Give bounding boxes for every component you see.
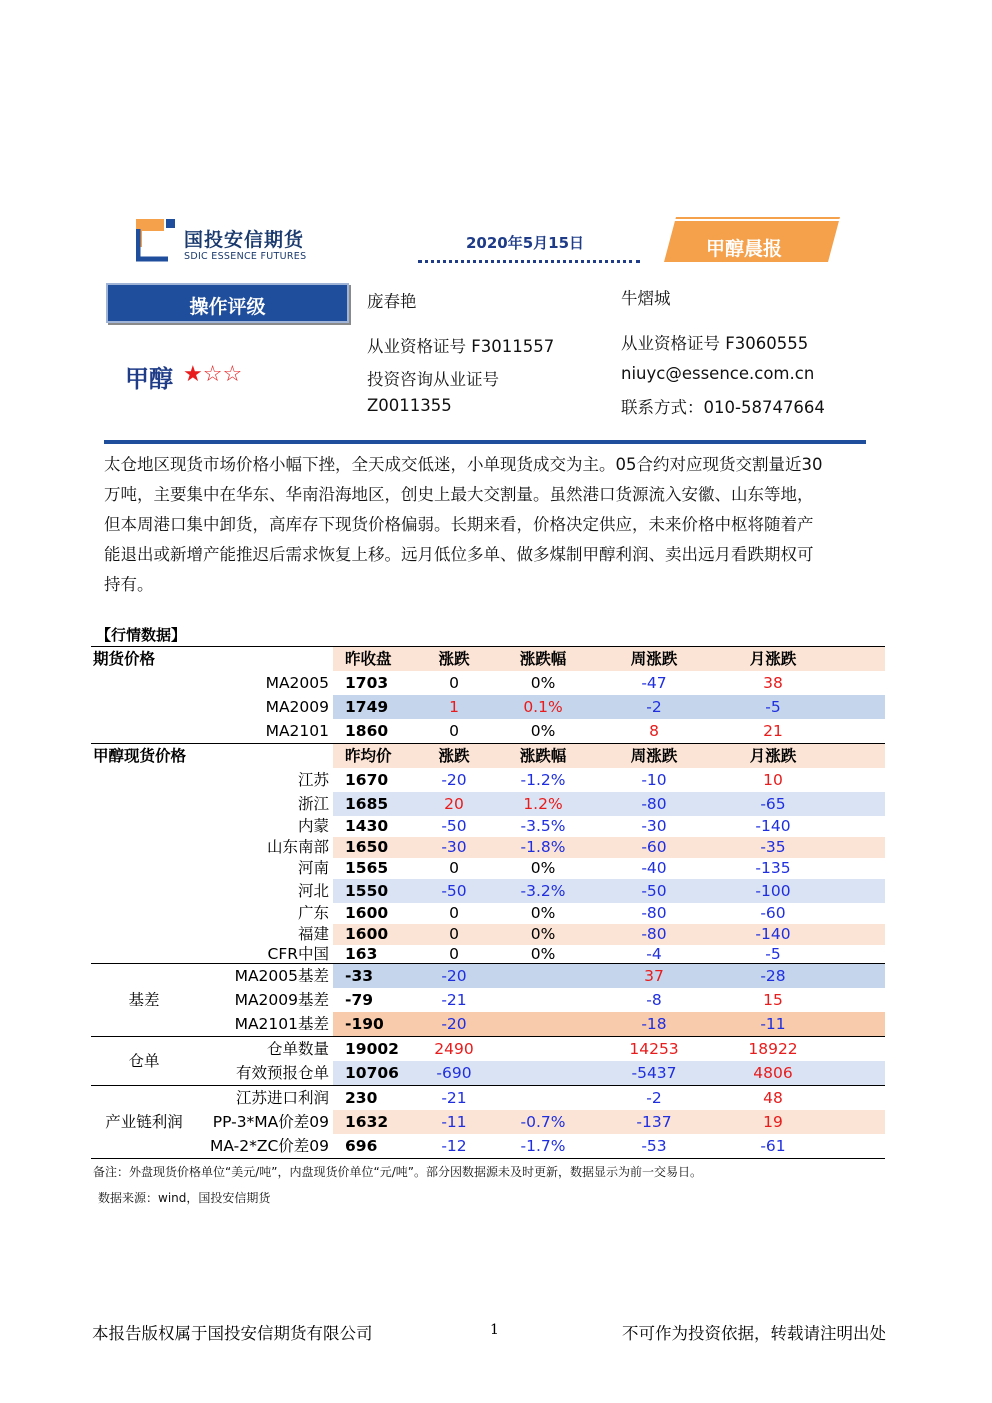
data-source: 数据来源：wind，国投安信期货: [98, 1191, 271, 1205]
cell-pct: 0%: [530, 859, 556, 877]
cell-pct: -1.2%: [520, 771, 566, 789]
table-row: [91, 964, 885, 989]
table-row: [91, 1110, 885, 1134]
section-divider: [104, 440, 866, 444]
cell-week: -60: [595, 837, 713, 858]
cell-pct: [491, 1061, 595, 1086]
cell-week: -4: [646, 945, 662, 963]
analyst-1-consult-label: 投资咨询从业证号: [367, 370, 499, 389]
cell-pct: [491, 1086, 595, 1111]
table-row: [91, 816, 885, 837]
cell-month: 4806: [713, 1061, 833, 1086]
cell-close: 1565: [345, 859, 389, 877]
cell-close: -79: [345, 991, 374, 1009]
cell-chg: 0: [449, 904, 459, 922]
cell-pct: -1.8%: [491, 837, 595, 858]
cell-week: -80: [595, 924, 713, 945]
cell-chg: -11: [417, 1110, 491, 1134]
row-name: MA-2*ZC价差09: [197, 1134, 333, 1159]
cell-chg: 1: [417, 695, 491, 719]
col-header: 涨跌: [417, 647, 491, 672]
cell-close: 230: [333, 1086, 417, 1111]
analyst-2-cert: 从业资格证号 F3060555: [621, 334, 809, 353]
cell-week: -18: [595, 1012, 713, 1037]
cell-month: 18922: [713, 1037, 833, 1062]
cell-chg: -50: [417, 879, 491, 903]
spot-header-row: [91, 744, 885, 769]
summary-line: 但本周港口集中卸货，高库存下现货价格偏弱。长期来看，价格决定供应，未来价格中枢将随着产: [104, 515, 814, 534]
row-name: 河南: [298, 859, 330, 877]
cell-chg: 2490: [417, 1037, 491, 1062]
cell-month: -100: [713, 879, 833, 903]
cell-week: -5437: [595, 1061, 713, 1086]
cell-month: -60: [760, 904, 786, 922]
cell-month: 15: [763, 991, 783, 1009]
cell-month: -5: [765, 945, 781, 963]
cell-close: 1430: [345, 817, 389, 835]
summary-line: 太仓地区现货市场价格小幅下挫，全天成交低迷，小单现货成交为主。05合约对应现货交割量近30: [104, 455, 823, 474]
col-header: 周涨跌: [595, 647, 713, 672]
row-name: PP-3*MA价差09: [212, 1113, 330, 1131]
cell-chg: 0: [449, 674, 459, 692]
cell-month: -65: [713, 792, 833, 816]
table-row: [91, 695, 885, 719]
row-name: MA2005: [265, 674, 330, 692]
table-row: [91, 792, 885, 816]
cell-close: 1749: [333, 695, 417, 719]
cell-chg: -690: [417, 1061, 491, 1086]
cell-pct: -3.2%: [491, 879, 595, 903]
row-name: 仓单数量: [197, 1037, 333, 1062]
col-header: 周涨跌: [595, 744, 713, 769]
cell-pct: -0.7%: [491, 1110, 595, 1134]
logo-text-en: SDIC ESSENCE FUTURES: [184, 251, 307, 262]
table-row: [91, 858, 885, 879]
cell-chg: -30: [417, 837, 491, 858]
cell-month: -61: [713, 1134, 833, 1159]
cell-close: 696: [333, 1134, 417, 1159]
cell-close: 1600: [345, 904, 389, 922]
cell-close: 10706: [333, 1061, 417, 1086]
table-row: [91, 768, 885, 792]
row-name: 福建: [298, 925, 330, 943]
cell-month: -35: [713, 837, 833, 858]
cell-month: 10: [763, 771, 783, 789]
cell-week: -53: [595, 1134, 713, 1159]
market-section-label: 【行情数据】: [96, 626, 187, 644]
cell-pct: 1.2%: [491, 792, 595, 816]
table-row: [91, 1086, 885, 1111]
cell-chg: 0: [449, 722, 459, 740]
cell-pct: 0.1%: [491, 695, 595, 719]
row-name: MA2101: [265, 722, 330, 740]
cell-close: 1685: [333, 792, 417, 816]
rating-box-label: 操作评级: [189, 296, 266, 318]
table-row: [91, 1061, 885, 1086]
cell-month: 48: [713, 1086, 833, 1111]
cell-close: -33: [333, 964, 417, 989]
cell-week: -10: [641, 771, 667, 789]
row-name: 山东南部: [267, 838, 330, 856]
cell-week: -8: [646, 991, 662, 1009]
cell-week: -80: [641, 904, 667, 922]
cell-chg: -20: [417, 964, 491, 989]
col-header: 月涨跌: [713, 744, 833, 769]
row-name: MA2009: [265, 698, 330, 716]
cell-chg: -20: [441, 771, 467, 789]
spot-group-label: 甲醇现货价格: [91, 744, 333, 769]
rating-stars: ★☆☆: [183, 362, 243, 387]
analyst-1-consult-no: Z0011355: [367, 396, 452, 415]
cell-week: 8: [649, 722, 659, 740]
row-name: 浙江: [298, 795, 330, 813]
table-row: [91, 903, 885, 924]
logo-text-cn: 国投安信期货: [184, 229, 305, 251]
cell-close: 19002: [333, 1037, 417, 1062]
profit-group-label: 产业链利润: [91, 1086, 197, 1159]
analyst-2-name: 牛熠城: [621, 289, 671, 308]
cell-month: -140: [755, 817, 791, 835]
cell-month: 19: [713, 1110, 833, 1134]
cell-pct: 0%: [491, 924, 595, 945]
row-name: CFR中国: [267, 945, 330, 963]
cell-chg: 20: [417, 792, 491, 816]
page-number: 1: [490, 1322, 499, 1338]
table-row: [91, 945, 885, 964]
warrant-group-label: 仓单: [91, 1037, 197, 1086]
table-note: 备注：外盘现货价格单位“美元/吨”，内盘现货价单位“元/吨”。部分因数据源未及时更新，数据显示为前一交易日。: [93, 1165, 702, 1179]
cell-pct: 0%: [530, 904, 556, 922]
cell-pct: 0%: [530, 674, 556, 692]
cell-week: -80: [595, 792, 713, 816]
row-name: MA2101基差: [234, 1015, 330, 1033]
table-row: [91, 879, 885, 903]
summary-line: 持有。: [104, 575, 154, 594]
cell-week: -137: [595, 1110, 713, 1134]
cell-pct: -3.5%: [520, 817, 566, 835]
cell-month: -140: [713, 924, 833, 945]
cell-close: 1600: [333, 924, 417, 945]
date-underline: [418, 260, 640, 263]
col-header: 昨均价: [333, 744, 417, 769]
cell-chg: 0: [449, 945, 459, 963]
cell-month: -28: [713, 964, 833, 989]
cell-close: 1550: [333, 879, 417, 903]
col-header: 昨收盘: [333, 647, 417, 672]
analyst-2-phone: 联系方式：010-58747664: [621, 398, 825, 417]
cell-close: 1860: [345, 722, 389, 740]
cell-month: 38: [763, 674, 783, 692]
basis-group-label: 基差: [91, 964, 197, 1037]
cell-month: -5: [713, 695, 833, 719]
table-row: [91, 837, 885, 858]
analyst-2-email: niuyc@essence.com.cn: [621, 364, 815, 383]
cell-month: 21: [763, 722, 783, 740]
cell-week: -30: [641, 817, 667, 835]
cell-month: -11: [713, 1012, 833, 1037]
futures-group-label: 期货价格: [91, 647, 333, 672]
cell-week: -47: [641, 674, 667, 692]
row-name: 河北: [298, 882, 330, 900]
summary-paragraph: [104, 450, 868, 600]
col-header: 涨跌幅: [491, 744, 595, 769]
table-row: [91, 719, 885, 744]
cell-chg: -12: [417, 1134, 491, 1159]
analyst-1-name: 庞春艳: [367, 292, 417, 311]
cell-week: 37: [595, 964, 713, 989]
cell-chg: -50: [441, 817, 467, 835]
table-row: [91, 924, 885, 945]
cell-close: 1632: [333, 1110, 417, 1134]
market-data-table: [91, 646, 885, 1159]
cell-close: 1670: [345, 771, 389, 789]
footer-disclaimer: 不可作为投资依据，转载请注明出处: [622, 1324, 886, 1343]
summary-line: 万吨，主要集中在华东、华南沿海地区，创史上最大交割量。虽然港口货源流入安徽、山东等地，: [104, 485, 814, 504]
row-name: MA2005基差: [197, 964, 333, 989]
row-name: 内蒙: [298, 817, 330, 835]
cell-chg: 0: [417, 924, 491, 945]
cell-week: -2: [595, 1086, 713, 1111]
product-name: 甲醇: [125, 365, 173, 393]
company-logo-icon: [136, 219, 176, 263]
cell-chg: 0: [449, 859, 459, 877]
cell-close: -190: [333, 1012, 417, 1037]
cell-pct: -1.7%: [491, 1134, 595, 1159]
row-name: 江苏进口利润: [197, 1086, 333, 1111]
analyst-1-cert: 从业资格证号 F3011557: [367, 337, 555, 356]
futures-header-row: [91, 647, 885, 672]
table-row: [91, 988, 885, 1012]
table-row: [91, 1037, 885, 1062]
row-name: 江苏: [298, 771, 330, 789]
table-row: [91, 671, 885, 695]
cell-week: -2: [595, 695, 713, 719]
cell-chg: -21: [441, 991, 467, 1009]
col-header: 涨跌幅: [491, 647, 595, 672]
row-name: MA2009基差: [234, 991, 330, 1009]
cell-pct: [491, 1012, 595, 1037]
table-row: [91, 1134, 885, 1159]
cell-pct: [491, 1037, 595, 1062]
col-header: 涨跌: [417, 744, 491, 769]
cell-pct: [491, 988, 595, 1012]
cell-close: 163: [345, 945, 378, 963]
report-title: 甲醇晨报: [706, 238, 783, 260]
col-header: 月涨跌: [713, 647, 833, 672]
table-row: [91, 1012, 885, 1037]
cell-month: -135: [755, 859, 791, 877]
cell-week: -40: [641, 859, 667, 877]
footer-copyright: 本报告版权属于国投安信期货有限公司: [92, 1324, 373, 1343]
cell-chg: -21: [417, 1086, 491, 1111]
cell-week: 14253: [595, 1037, 713, 1062]
cell-pct: 0%: [530, 945, 556, 963]
report-date: 2020年5月15日: [466, 234, 585, 252]
row-name: 有效预报仓单: [236, 1064, 330, 1082]
cell-chg: -20: [417, 1012, 491, 1037]
cell-close: 1703: [345, 674, 389, 692]
cell-pct: [491, 964, 595, 989]
cell-week: -50: [595, 879, 713, 903]
cell-close: 1650: [333, 837, 417, 858]
row-name: 广东: [298, 904, 330, 922]
cell-pct: 0%: [530, 722, 556, 740]
summary-line: 能退出或新增产能推迟后需求恢复上移。远月低位多单、做多煤制甲醇利润、卖出远月看跌期权可: [104, 545, 814, 564]
